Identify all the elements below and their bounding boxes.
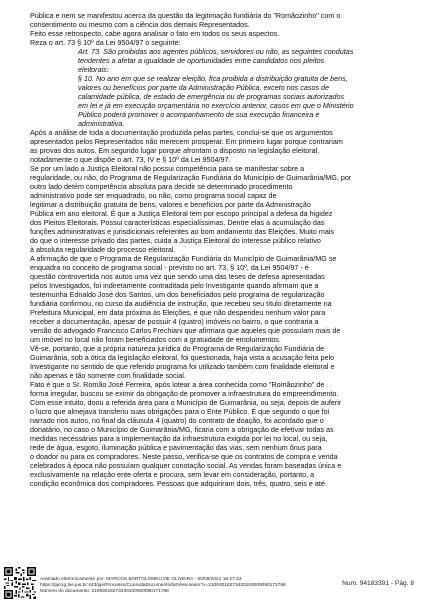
text-line: testemunha Ednaldo José dos Santos, um dos beneficiados pelo programa de regularização <box>30 290 325 299</box>
text-line: o doador ou para os compradores. Neste passo, verifica-se que os contratos de compra e venda <box>30 452 338 461</box>
text-line: notadamente o que dispõe o art. 73, IV e § 10º da Lei 9504/97. <box>30 155 231 164</box>
text-line: consentimento ou mesmo com a ciência dos demais Representados. <box>30 20 250 29</box>
text-line: donatário, no caso o Município de Guimarânia/MG, ficaria com a obrigação de efetivar todas as <box>30 425 334 434</box>
text-line: um imóvel no local não foram beneficiados com a gratuidade de emolumentos. <box>30 335 281 344</box>
text-line: condição econômica dos compradores. Pessoas que adquiriram dois, três, quatro, seis e até <box>30 479 325 488</box>
quote-line: tendentes a afetar a igualdade de oportunidades entre candidatos nos pleitos <box>78 56 325 65</box>
text-line: Pública e nem se manifestou acerca da questão da legitimação fundiária do "Romãozinho" com o <box>30 11 341 20</box>
quote-line: eleitorais: <box>78 65 109 74</box>
text-line: legitimar a distribuição gratuita de bens, valores e benefícios por parte da Administração <box>30 200 311 209</box>
text-line: não apenas e tão somente com finalidade social. <box>30 371 186 380</box>
text-line: celebrados à época não possuíam qualquer conotação social. As vendas foram baseadas única e <box>30 461 342 470</box>
text-line: Guimarânia, sob a ótica da legislação eleitoral, foi questionada, haja vista a acusação feita pelo <box>30 353 335 362</box>
document-number-text: Número do documento: 21093016273430100000090171768 <box>40 589 169 595</box>
quote-line: calamidade pública, de estado de emergência ou de programas sociais autorizados <box>78 92 345 101</box>
signed-by-text: Assinado eletronicamente por: MARCOS BARTOLOMEU DE OLIVEIRA - 30/09/2021 16:27:34 <box>40 577 242 582</box>
text-line: medidas necessárias para a implementação da infraestrutura exigida por lei no local, ou seja, <box>30 434 328 443</box>
signature-footer <box>0 567 424 600</box>
page-number: Num. 94183391 - Pág. 8 <box>342 580 414 587</box>
text-line <box>30 497 410 506</box>
text-line: enquadra no conceito de programa social - previsto no art. 73, § 10º, da Lei 9504/97 - é <box>30 263 309 272</box>
text-line: fundiária confirmou, no curso da audiência de instrução, que recebeu seu título diretamente na <box>30 299 332 308</box>
text-line: do que o interesse privado das partes, cuida a Justiça Eleitoral do interesse público relativo <box>30 236 321 245</box>
document-url-link[interactable]: https://pje1g.tse.jus.br:443/pje/Processo/ConsultaDocumento/listView.seam?x=21093016273430100000090171768 <box>40 583 286 589</box>
text-line: versão do advogado Francisco Carlos Frechiani que afirmara que aqueles que possuíam mais de <box>30 326 341 335</box>
text-line: forma irregular, buscou se eximir da obrigação de promover a infraestrutura do empreendimento. <box>30 389 339 398</box>
text-line: outro lado detém competência absoluta para decidir se determinado procedimento <box>30 182 293 191</box>
text-line: questão controvertida nos autos uma vez que sendo uma das teses de defesa apresentadas <box>30 272 325 281</box>
text-line: rede de água, esgoto, iluminação pública e pavimentação das vias, sem nenhum ônus para <box>30 443 322 452</box>
signature-info <box>40 577 286 596</box>
text-line: o lucro que almejava transferiu suas obrigações para o Ente Público. É que segundo o que foi <box>30 407 330 416</box>
text-line <box>30 488 410 497</box>
text-line: A afirmação de que o Programa de Regularização Fundiária do Município de Guimarânia/MG se <box>30 254 337 263</box>
text-line: funções administrativas e jurisdicionais referentes ao bom andamento das Eleições. Muito mais <box>30 227 335 236</box>
quote-line: Art. 73. São proibidas aos agentes públicos, servidores ou não, as seguintes condutas <box>78 47 354 56</box>
text-line: Se por um lado a Justiça Eleitoral não possui competência para se manifestar sobre a <box>30 164 305 173</box>
text-line: Feito esse retrospecto, cabe agora analisar o fato em todos os seus aspectos. <box>30 29 280 38</box>
text-line: apresentados pelos Representados não merecem prosperar. Em primeiro lugar porque contrariam <box>30 137 343 146</box>
text-line: Após a análise de toda a documentação produzida pelas partes, conclui-se que os argumentos <box>30 128 333 137</box>
text-line: Fato é que o Sr. Romão José Ferreira, após lotear a área conhecida como "Romãozinho" de <box>30 380 325 389</box>
text-line: Reza o art. 73 § 10º da Lei 9504/97 o seguinte: <box>30 38 181 47</box>
quote-line: § 10. No ano em que se realizar eleição, fica proibida a distribuição gratuita de bens, <box>78 74 348 83</box>
quote-line: em lei e já em execução orçamentária no exercício anterior, casos em que o Ministério <box>78 101 354 110</box>
qr-code-icon <box>4 567 36 599</box>
quote-line: valores ou benefícios por parte da Administração Pública, exceto nos casos de <box>78 83 330 92</box>
text-line: pelos Investigados, foi indiretamente contraditada pelo Investigante quando afirmam que a <box>30 281 319 290</box>
quote-line: administrativa. <box>78 119 125 128</box>
text-line: Com esse intuito, doou a referida área para o Município de Guimarânia, ou seja, depois de auferir <box>30 398 342 407</box>
text-line: Vê-se, portanto, que a própria natureza jurídica do Programa de Regularização Fundiária de <box>30 344 325 353</box>
text-line: à absoluta regularidade do processo eleitoral. <box>30 245 176 254</box>
text-line: receber a documentação, apesar de possuir 4 (quatro) imóveis no bairro, o que contraria a <box>30 317 319 326</box>
text-line: administrativo pode ser enquadrado, ou não, como programa social capaz de <box>30 191 277 200</box>
text-line: narrado nos autos, no final da cláusula 4 (quatro) do contrato de doação, foi acordado que o <box>30 416 324 425</box>
text-line: Pública em ano eleitoral. É que a Justiça Eleitoral tem por escopo principal a defesa da higidez <box>30 209 333 218</box>
text-line: Investigante no sentido de que referido programa foi utilizado também com finalidade eleitoral e <box>30 362 335 371</box>
text-line: Prefeitura Municipal, em data próxima às Eleições, e que não despendeu nenhum valor para <box>30 308 326 317</box>
quote-line: Público poderá promover o acompanhamento de sua execução financeira e <box>78 110 320 119</box>
text-line: dos Pleitos Eleitorais. Possui características especialíssimas. Dentre elas a acumulação das <box>30 218 325 227</box>
text-line: as provas dos autos. Em segundo lugar porque afrontam o disposto na legislação eleitoral, <box>30 146 320 155</box>
text-line: regularidade, ou não, do Programa de Regularização Fundiária do Município de Guimarânia/MG, por <box>30 173 352 182</box>
text-line: exclusivamente na relação ente oferta e procura, sem levar em consideração, portanto, a <box>30 470 315 479</box>
document-body <box>30 11 410 506</box>
